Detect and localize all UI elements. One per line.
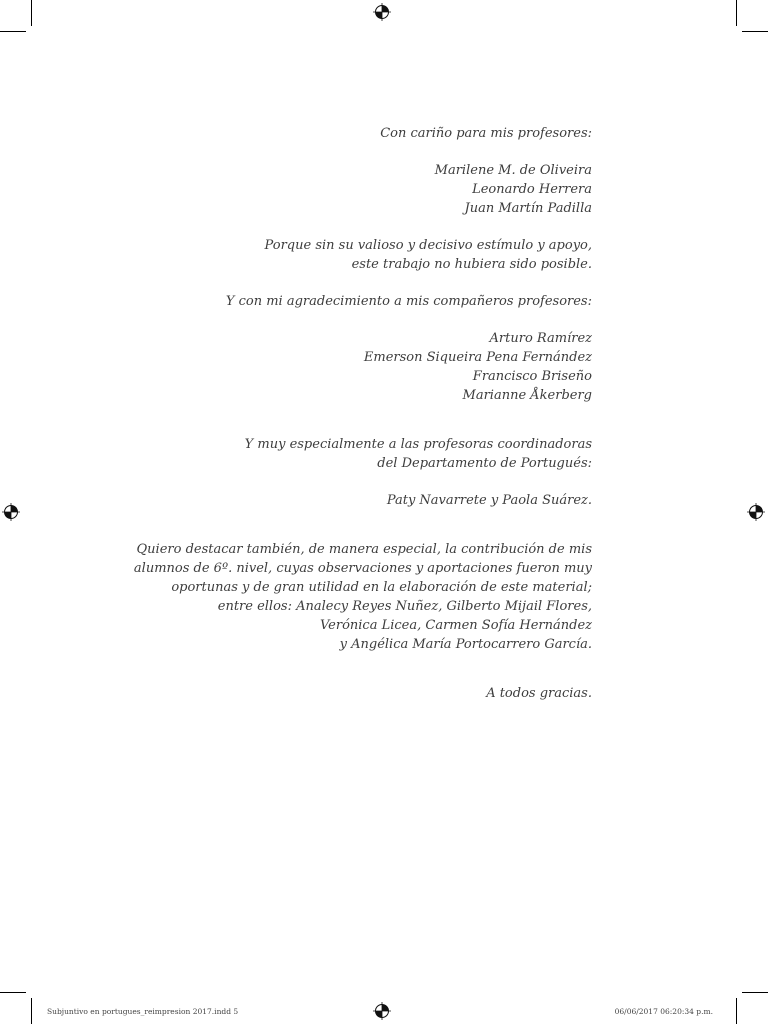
dedication-intro: Con cariño para mis profesores: [380, 126, 592, 141]
mentor-name: Juan Martín Padilla [464, 201, 592, 216]
registration-mark-right-icon [747, 503, 765, 521]
crop-mark-bottom-left-h [0, 992, 26, 993]
colleague-name: Emerson Siqueira Pena Fernández [363, 350, 592, 365]
coordinators-paragraph: Y muy especialmente a las profesoras coordinadoras del Departamento de Portugués: [244, 437, 592, 471]
coordinators-names: Paty Navarrete y Paola Suárez. [386, 493, 592, 508]
colleague-list [132, 329, 592, 405]
reason-paragraph: Porque sin su valioso y decisivo estímulo y apoyo, este trabajo no hubiera sido posible. [264, 238, 592, 272]
dedication-block [132, 124, 592, 703]
registration-mark-top-icon [373, 3, 391, 21]
students-paragraph: Quiero destacar también, de manera especial, la contribución de mis alumnos de 6º. nivel, cuyas observaciones y aportaciones fueron muy oportunas y de gran utilidad en la elaboración de este material; entre ellos: Analecy Reyes Nuñez, Gilberto Mijail Flores, Verónica Licea, Carmen Sofía Hernández y Angélica María Portocarrero García. [133, 542, 592, 652]
crop-mark-top-left-h [0, 31, 26, 32]
crop-mark-top-left [31, 0, 32, 26]
colleague-name: Francisco Briseño [472, 369, 592, 384]
slug-filename: Subjuntivo en portugues_reimpresion 2017.indd 5 [47, 1007, 239, 1016]
colleague-name: Arturo Ramírez [489, 331, 592, 346]
crop-mark-top-right-h [742, 31, 768, 32]
closing-line: A todos gracias. [486, 686, 592, 701]
mentor-name: Leonardo Herrera [472, 182, 592, 197]
colleague-name: Marianne Åkerberg [462, 388, 592, 403]
crop-mark-bottom-left [31, 998, 32, 1024]
mentor-list [132, 161, 592, 218]
mentor-name: Marilene M. de Oliveira [434, 163, 592, 178]
crop-mark-bottom-right [736, 998, 737, 1024]
slug-datetime: 06/06/2017 06:20:34 p.m. [614, 1007, 713, 1016]
crop-mark-bottom-right-h [742, 992, 768, 993]
crop-mark-top-right [736, 0, 737, 26]
registration-mark-bottom-icon [373, 1002, 391, 1020]
registration-mark-left-icon [2, 503, 20, 521]
colleagues-intro: Y con mi agradecimiento a mis compañeros profesores: [225, 294, 592, 309]
